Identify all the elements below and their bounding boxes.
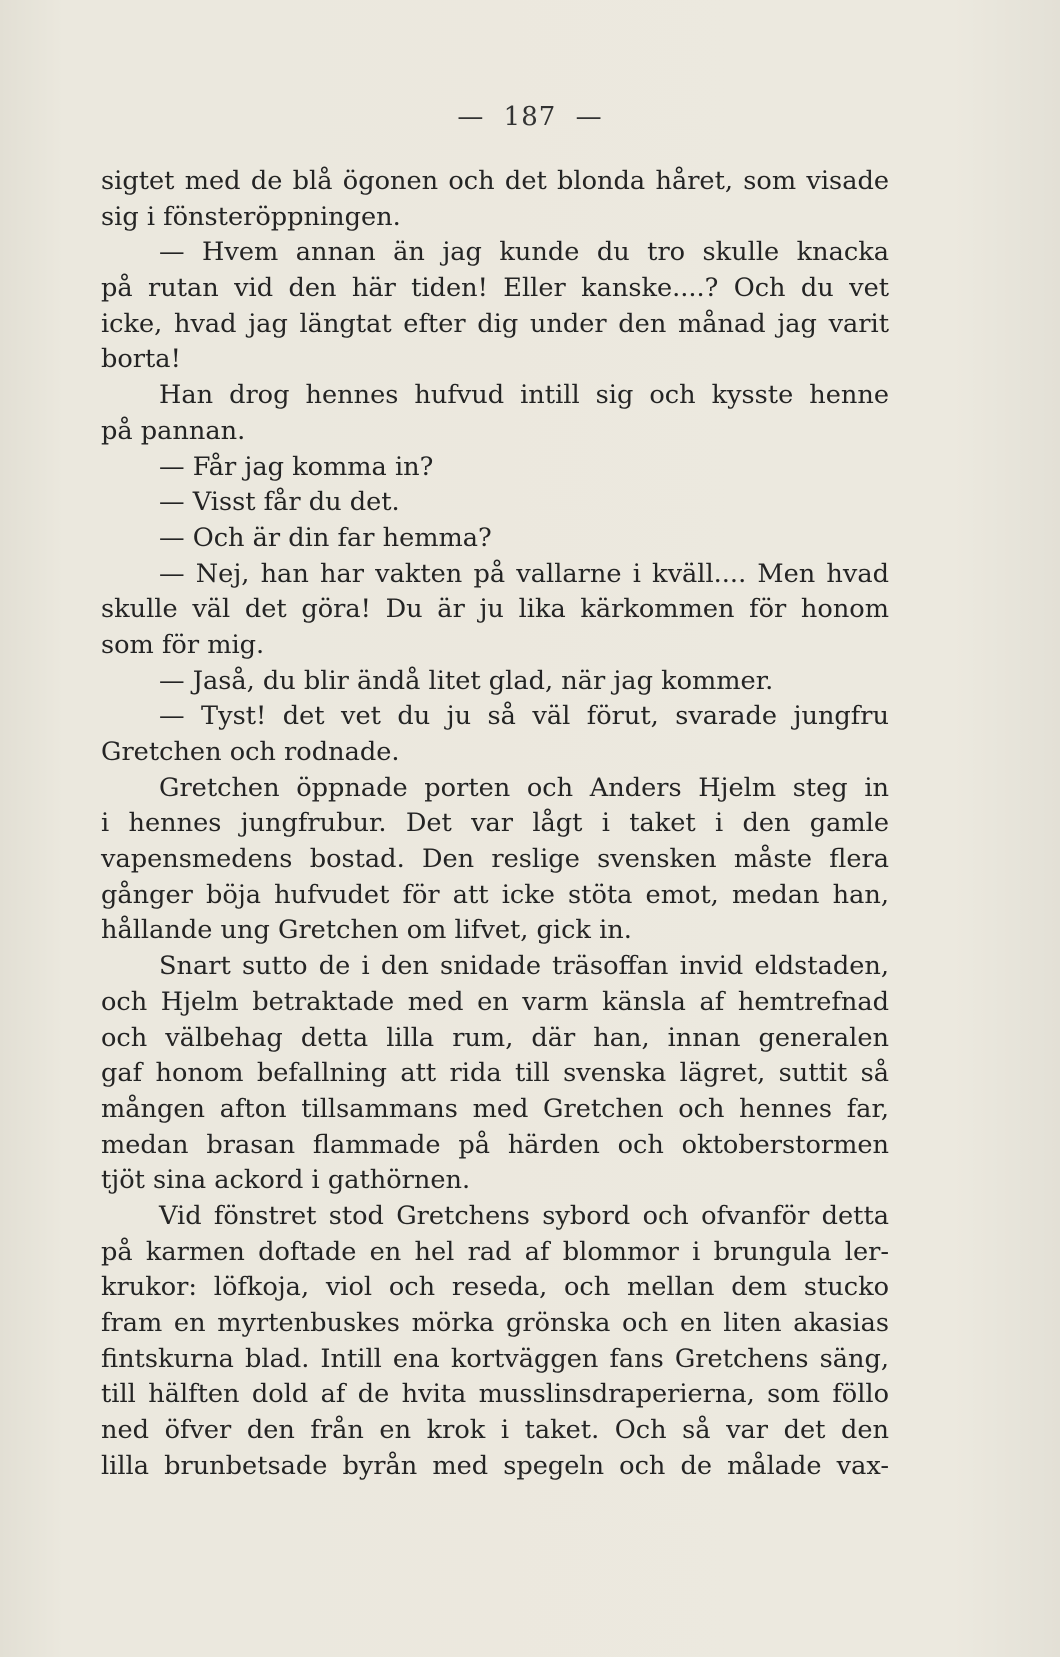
header-dash-left: — <box>457 102 485 132</box>
body-text <box>101 164 889 1484</box>
text-line: sig i fönsteröppningen. <box>101 201 401 232</box>
paragraph <box>101 450 889 486</box>
page-header <box>0 102 1060 132</box>
text-line: vapensmedens bostad. Den reslige svensken måste flera <box>101 844 889 875</box>
text-line: fram en myrtenbuskes mörka grönska och en liten akasias <box>101 1308 889 1338</box>
text-line: — Och är din far hemma? <box>159 522 492 553</box>
text-line: borta! <box>101 344 181 375</box>
page-number: 187 <box>503 102 557 132</box>
paragraph <box>101 1199 889 1485</box>
paragraph <box>101 771 889 949</box>
text-line: på rutan vid den här tiden! Eller kanske....? Och du vet <box>101 273 889 304</box>
text-line: — Får jag komma in? <box>159 451 434 482</box>
paragraph <box>101 164 889 235</box>
paragraph <box>101 235 889 378</box>
text-line: krukor: löfkoja, viol och reseda, och mellan dem stucko <box>101 1272 889 1303</box>
text-line: — Hvem annan än jag kunde du tro skulle knacka <box>159 237 889 268</box>
text-line: Han drog hennes hufvud intill sig och kysste henne <box>159 380 889 411</box>
text-line: lilla brunbetsade byrån med spegeln och de målade vax- <box>101 1450 889 1481</box>
text-line: hållande ung Gretchen om lifvet, gick in. <box>101 915 632 946</box>
text-line: — Nej, han har vakten på vallarne i kväll.... Men hvad <box>159 558 889 589</box>
paragraph <box>101 557 889 664</box>
header-dash-right: — <box>575 102 603 132</box>
text-line: som för mig. <box>101 629 265 660</box>
text-line: Snart sutto de i den snidade träsoffan invid eldstaden, <box>159 951 889 982</box>
paragraph <box>101 664 889 700</box>
text-line: skulle väl det göra! Du är ju lika kärkommen för honom <box>101 594 889 625</box>
paragraph <box>101 485 889 521</box>
paragraph <box>101 949 889 1199</box>
text-line: ned öfver den från en krok i taket. Och så var det den <box>101 1415 889 1446</box>
text-line: på karmen doftade en hel rad af blommor i brungula ler- <box>101 1236 889 1267</box>
text-line: och Hjelm betraktade med en varm känsla af hemtrefnad <box>101 986 889 1017</box>
text-line: till hälften dold af de hvita musslinsdraperierna, som föllo <box>101 1379 889 1410</box>
text-line: gaf honom befallning att rida till svenska lägret, suttit så <box>101 1058 889 1089</box>
text-line: mången afton tillsammans med Gretchen och hennes far, <box>101 1093 889 1124</box>
text-line: tjöt sina ackord i gathörnen. <box>101 1165 471 1196</box>
text-line: medan brasan flammade på härden och oktoberstormen <box>101 1129 889 1160</box>
text-line: Gretchen och rodnade. <box>101 737 400 767</box>
text-line: — Tyst! det vet du ju så väl förut, svarade jungfru <box>159 701 889 732</box>
text-line: icke, hvad jag längtat efter dig under den månad jag varit <box>101 308 889 339</box>
text-line: Gretchen öppnade porten och Anders Hjelm steg in <box>159 772 889 803</box>
text-line: sigtet med de blå ögonen och det blonda håret, som visade <box>101 166 889 196</box>
paragraph <box>101 699 889 770</box>
text-line: och välbehag detta lilla rum, där han, innan generalen <box>101 1022 889 1053</box>
text-line: på pannan. <box>101 415 246 446</box>
text-line: — Jaså, du blir ändå litet glad, när jag kommer. <box>159 665 774 696</box>
paragraph <box>101 378 889 449</box>
text-line: — Visst får du det. <box>159 487 400 518</box>
text-line: Vid fönstret stod Gretchens sybord och ofvanför detta <box>159 1200 889 1231</box>
text-line: i hennes jungfrubur. Det var lågt i taket i den gamle <box>101 808 889 839</box>
text-line: fintskurna blad. Intill ena kortväggen fans Gretchens säng, <box>101 1343 889 1374</box>
text-line: gånger böja hufvudet för att icke stöta emot, medan han, <box>101 879 889 910</box>
paragraph <box>101 521 889 557</box>
